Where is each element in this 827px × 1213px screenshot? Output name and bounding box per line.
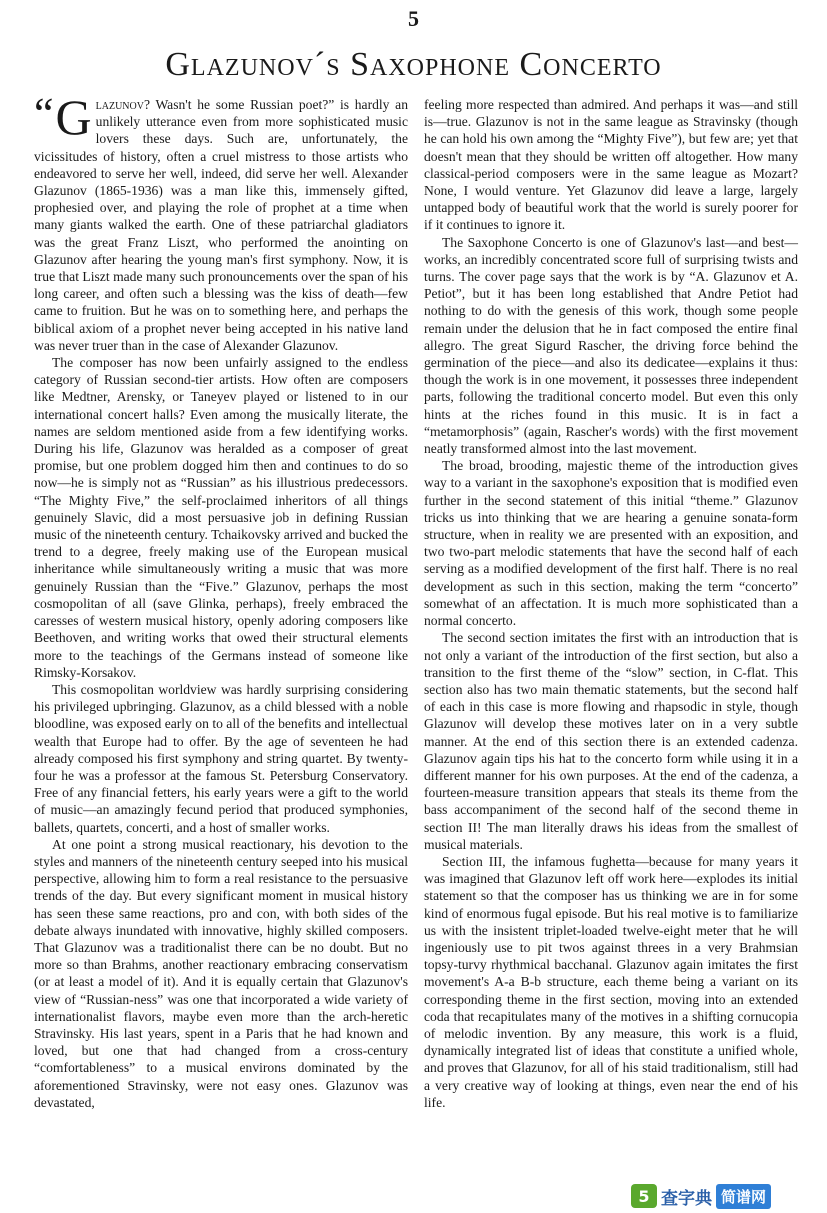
watermark-box: 简谱网 xyxy=(716,1184,771,1209)
paragraph-6: The Saxophone Concerto is one of Glazunov's last—and best—works, an incredibly concentrated score full of surprising twists and turns. The cover page says that the work is by “A. Glazunov et A. Petiot”, but it has been long established that Andre Petiot had nothing to do with the genesis of this work, though some people remain under the delusion that he in fact composed the entire final allegro. The great Sigurd Rascher, the driving force behind the germination of the piece—and also its dedicatee—explains it thus: though the work is in one movement, it possesses three independent parts, following the traditional concerto model. But even this only hints at the riches found in this music. It is in fact a “metamorphosis” (again, Rascher's words) with the first movement neatly transformed almost into the last movement. xyxy=(424,234,798,457)
paragraph-8: The second section imitates the first with an introduction that is not only a variant of the introduction of the first section, but also a transition to the first theme of the “slow” section, in C-flat. This section also has two main thematic statements, but the second half of each in this case is more flowing and rhapsodic in style, though Glazunov will develop these motives later on in a very subtle manner. At the end of this section there is an extended cadenza. Glazunov again tips his hat to the concerto form while using it in a different manner for his own purposes. At the end of the cadenza, a fourteen-measure transition appears that steals its theme from the bass accompaniment of the second half of the second theme in section II! The man literally draws his ideas from the smallest of musical materials. xyxy=(424,630,798,852)
article-title: Glazunov´s Saxophone Concerto xyxy=(165,46,662,83)
watermark-text: 查字典 xyxy=(661,1188,712,1209)
site-watermark xyxy=(631,1183,821,1209)
dropcap xyxy=(34,89,92,145)
column-right xyxy=(424,96,798,1176)
paragraph-1 xyxy=(34,89,408,354)
paragraph-2: The composer has now been unfairly assigned to the endless category of Russian second-tier artists. How often are composers like Medtner, Arensky, or Taneyev played or listened to in our international concert halls? Even among the musically literate, the names are seldom mentioned aside from a few identifying works. During his life, Glazunov was heralded as a composer of great promise, but one problem dogged him then and continues to do so now—he is simply not as “Russian” as his illustrious predecessors. “The Mighty Five,” the self-proclaimed inheritors of all things genuinely Slavic, did a most persuasive job in defining Russian music of the nineteenth century. Tchaikovsky arrived and bucked the trend to a degree, freely making use of the European musical inheritance while simultaneously writing a music that was more genuinely Russian than the “Five.” Glazunov, perhaps the most cosmopolitan of all (save Glinka, perhaps), freely embraced the caresses of western musical history, openly adoring composers like Beethoven, and writing works that owed their structural elements more to the teachings of the Germans instead of someone like Rimsky-Korsakov. xyxy=(34,355,408,680)
paragraph-9: Section III, the infamous fughetta—because for many years it was imagined that Glazunov left off work here—explodes its initial statement so that the composer has us thinking we are in for some kind of enormous fugal episode. But his real motive is to familiarize us with the insistent triplet-loaded twelve-eight meter that he will ingeniously use to pit twos against threes in a very Brahmsian topsy-turvy rhythmical bacchanal. Glazunov again imitates the first movement's A-a B-b structure, each theme being a variant on its corresponding theme in the first section, moving into an extended coda that recapitulates many of the motives in a shifting cornucopia of melodic invention. By any measure, this work is a fluid, dynamically integrated list of ideas that constitute a unified whole, and proves that Glazunov, for all of his staid traditionalism, still had a very creative way of looking at things, even near the end of his life. xyxy=(424,853,798,1110)
paragraph-4: At one point a strong musical reactionary, his devotion to the styles and manners of the nineteenth century seeped into his musical perspective, allowing him to form a real resistance to the persuasive trends of the day. But every significant moment in musical history has seen these same reactions, pro and con, with both sides of the debate always inundated with innovative, highly skilled composers. That Glazunov was a traditionalist there can be no doubt. But no more so than Brahms, another reactionary embracing conservatism (or at least a model of it). And it is equally certain that Glazunov's view of “Russian-ness” was one that incorporated a wide variety of internationalist flavors, maybe even more than the arch-heretic Stravinsky. His last years, spent in a Paris that he had known and loved, but one that had changed from a cross-century “comfortableness” to a musical environs dominated by the aforementioned Stravinsky, were not easy ones. Glazunov was devastated, xyxy=(34,836,408,1110)
page-number: 5 xyxy=(408,6,419,31)
dropcap-quote: “ xyxy=(34,89,54,138)
paragraph-3: This cosmopolitan worldview was hardly surprising considering his privileged upbringing. Glazunov, as a child blessed with a noble bloodline, was exposed early on to all of the benefits and intellectual wealth that Europe had to offer. By the age of seventeen he had already composed his first symphony and string quartet. By twenty-four he was a professor at the famous St. Petersburg Conservatory. Free of any financial fetters, his early years were a gift to the world of music—an amazingly fecund period that produced symphonies, ballets, quartets, concerti, and a host of smaller works. xyxy=(34,681,408,835)
paragraph-5: feeling more respected than admired. And perhaps it was—and still is—true. Glazunov is not in the same league as Stravinsky (though he can hold his own among the “Mighty Five”), but few are; yet that doesn't mean that they should be written off altogether. How many classical-period composers were in the same league as Mozart? None, I would venture. Yet Glazunov did leave a large, largely untapped body of beautiful work that the world is surely poorer for if it continues to ignore it. xyxy=(424,97,798,233)
watermark-logo-icon: 5 xyxy=(631,1184,657,1208)
paragraph-7: The broad, brooding, majestic theme of the introduction gives way to a variant in the saxophone's exposition that is modified even further in the second statement of this initial “theme.” Glazunov tricks us into thinking that we are hearing a genuine sonata-form structure, when in reality we are presented with an exposition, and two two-part melodic statements that have the second half of each serving as a modified development of the first half. There is no real development as such in this section, making the term “concerto” somewhat of an affectation. It is much more sophisticated than a normal concerto. xyxy=(424,458,798,629)
lead-in-caps: lazunov? xyxy=(95,97,150,112)
article-body xyxy=(34,89,798,1176)
paragraph-1-text: Wasn't he some Russian poet?” is hardly an unlikely utterance even from more sophisticated music lovers these days. Such are, unfortunately, the vicissitudes of history, often a cruel mistress to those artists who endeavored to serve her well, indeed, did serve her well. Alexander Glazunov (1865-1936) was a man like this, immensely gifted, prophesied over, and playing the role of prophet at a time when many giants walked the earth. One of these patriarchal gladiators was the great Franz Liszt, who performed the anointing on Glazunov after hearing the young man's first symphony. Now, it is true that Liszt made many such pronouncements over the span of his long career, and often such a blessing was the kiss of death—few came to fruition. But he was on to something here, and perhaps the biblical axiom of a prophet never being accepted in his native land was never truer than in the case of Alexander Glazunov. xyxy=(34,97,408,353)
column-left xyxy=(34,89,408,1176)
dropcap-letter: G xyxy=(55,89,92,145)
